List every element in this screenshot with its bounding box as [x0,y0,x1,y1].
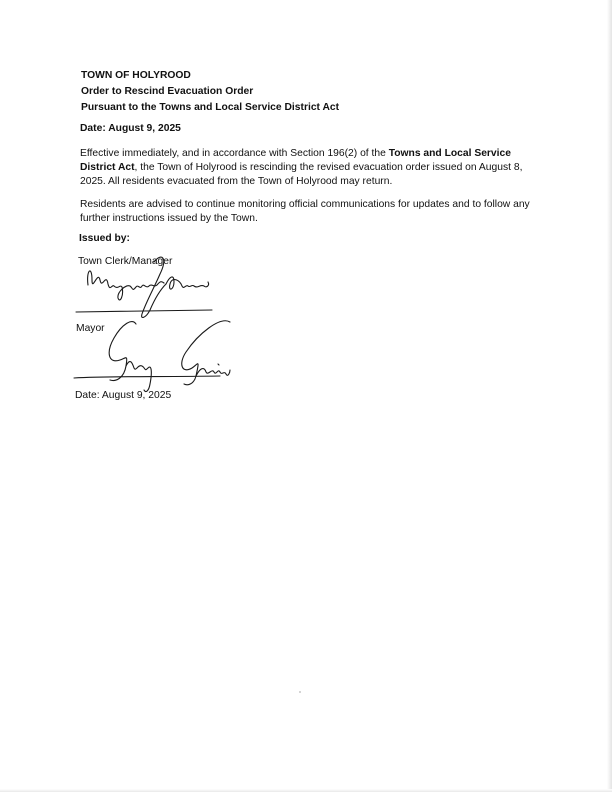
order-title: Order to Rescind Evacuation Order [81,86,254,97]
paragraph-rescind-part2: , the Town of Holyrood is rescinding the revised evacuation order issued on August 8, 2025. All residents evacuated from the Town of Holyrood may return. [80,162,523,188]
mayor-title: Mayor [76,323,105,334]
pursuant-line: Pursuant to the Towns and Local Service District Act [81,102,340,113]
signature-date: Date: August 9, 2025 [75,390,172,401]
paragraph-rescind [80,147,540,190]
clerk-signature [70,240,230,325]
town-heading: TOWN OF HOLYROOD [81,70,191,81]
mayor-signature [70,314,235,399]
paragraph-advisory: Residents are advised to continue monitoring official communications for updates and to follow any further instructions issued by the Town. [80,199,530,225]
paragraph-rescind-part1: Effective immediately, and in accordance with Section 196(2) of the [80,148,389,159]
scan-edge-shadow [607,0,612,792]
scan-speck [299,691,301,693]
issued-by-label: Issued by: [79,233,130,244]
date-heading: Date: August 9, 2025 [80,123,181,134]
clerk-title: Town Clerk/Manager [78,256,173,267]
act-name: Towns and Local Service District Act [80,148,511,174]
